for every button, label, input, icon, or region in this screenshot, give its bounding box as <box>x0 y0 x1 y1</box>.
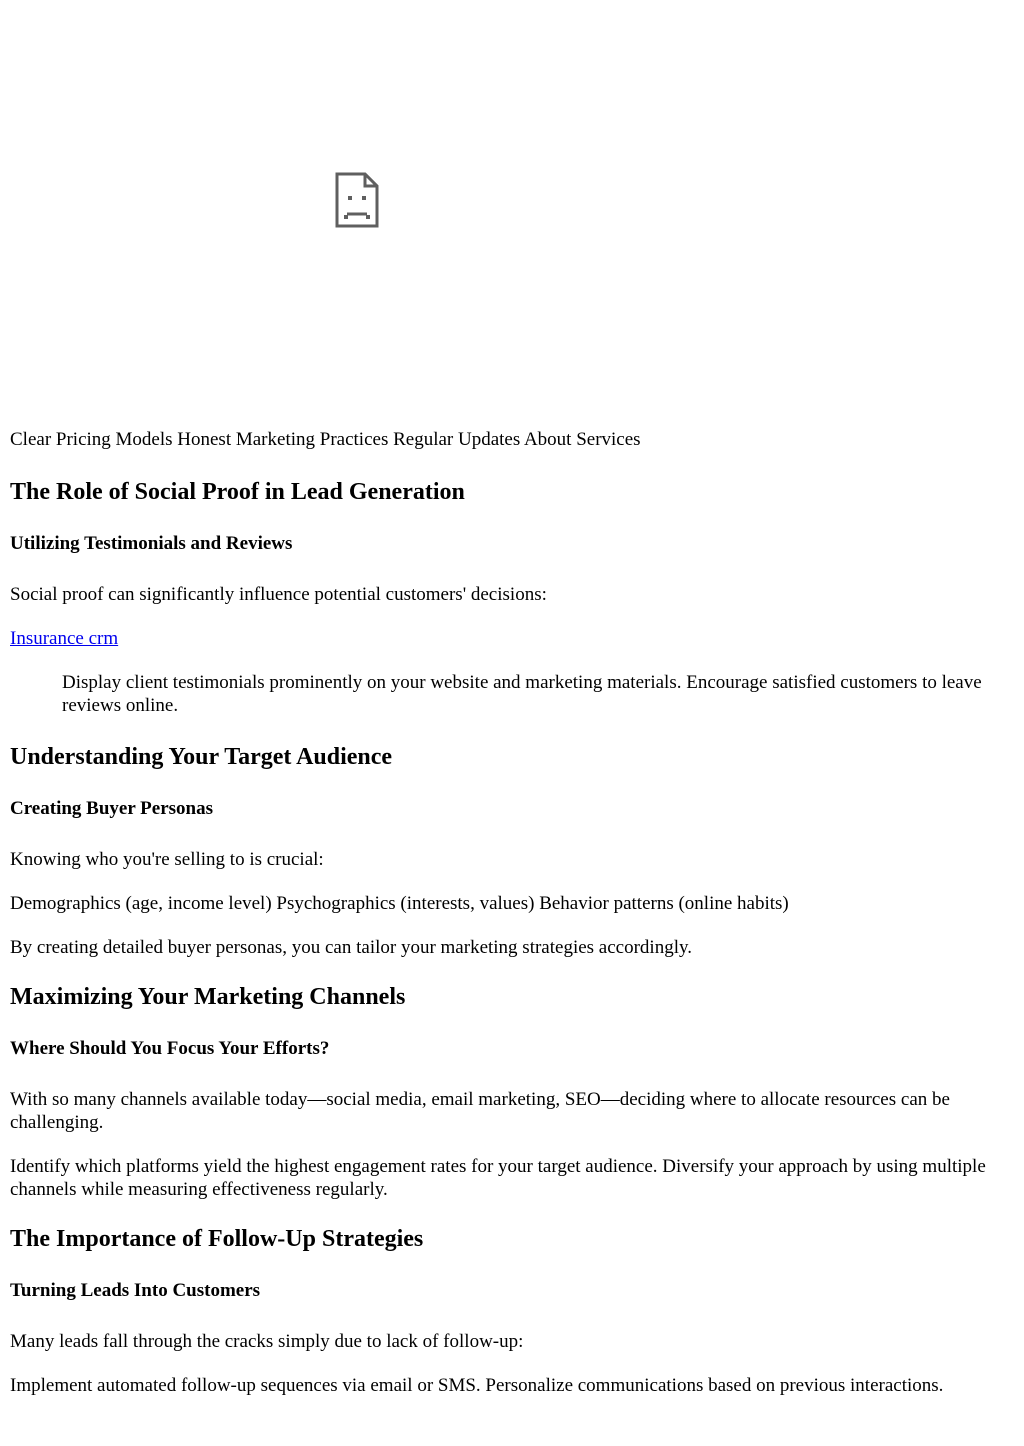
paragraph: Social proof can significantly influence potential customers' decisions: <box>10 584 547 605</box>
paragraph: Demographics (age, income level) Psychographics (interests, values) Behavior patterns (online habits) <box>10 893 789 914</box>
subsection-title-testimonials: Utilizing Testimonials and Reviews <box>10 533 293 554</box>
paragraph: By creating detailed buyer personas, you can tailor your marketing strategies accordingly. <box>10 937 693 958</box>
paragraph: Implement automated follow-up sequences via email or SMS. Personalize communications based on previous interactions. <box>10 1375 944 1396</box>
section-title-target-audience: Understanding Your Target Audience <box>10 744 393 770</box>
nav-item-services[interactable]: Services <box>576 429 641 450</box>
section-title-follow-up: The Importance of Follow-Up Strategies <box>10 1226 424 1252</box>
paragraph: Identify which platforms yield the highest engagement rates for your target audience. Diversify your approach by using multiple channels while measuring effectiveness regularly. <box>10 1156 986 1200</box>
nav-item-pricing[interactable]: Clear Pricing Models <box>10 429 173 450</box>
subsection-title-turning-leads: Turning Leads Into Customers <box>10 1280 261 1301</box>
insurance-crm-link[interactable]: Insurance crm <box>10 628 119 649</box>
paragraph: Many leads fall through the cracks simply due to lack of follow-up: <box>10 1331 524 1352</box>
blockquote: Display client testimonials prominently on your website and marketing materials. Encourage satisfied customers to leave reviews online. <box>62 672 982 716</box>
broken-image <box>10 0 690 420</box>
section-title-marketing-channels: Maximizing Your Marketing Channels <box>10 984 406 1010</box>
nav-item-updates[interactable]: Regular Updates <box>393 429 521 450</box>
paragraph: With so many channels available today—social media, email marketing, SEO—deciding where to allocate resources can be challenging. <box>10 1089 950 1133</box>
nav-item-about[interactable]: About <box>523 429 572 450</box>
broken-image-icon <box>335 172 379 228</box>
paragraph: Knowing who you're selling to is crucial: <box>10 849 324 870</box>
section-title-social-proof: The Role of Social Proof in Lead Generation <box>10 479 465 505</box>
nav-item-marketing[interactable]: Honest Marketing Practices <box>177 429 389 450</box>
subsection-title-buyer-personas: Creating Buyer Personas <box>10 798 214 819</box>
subsection-title-focus-efforts: Where Should You Focus Your Efforts? <box>10 1038 330 1059</box>
nav-links <box>10 428 1014 451</box>
